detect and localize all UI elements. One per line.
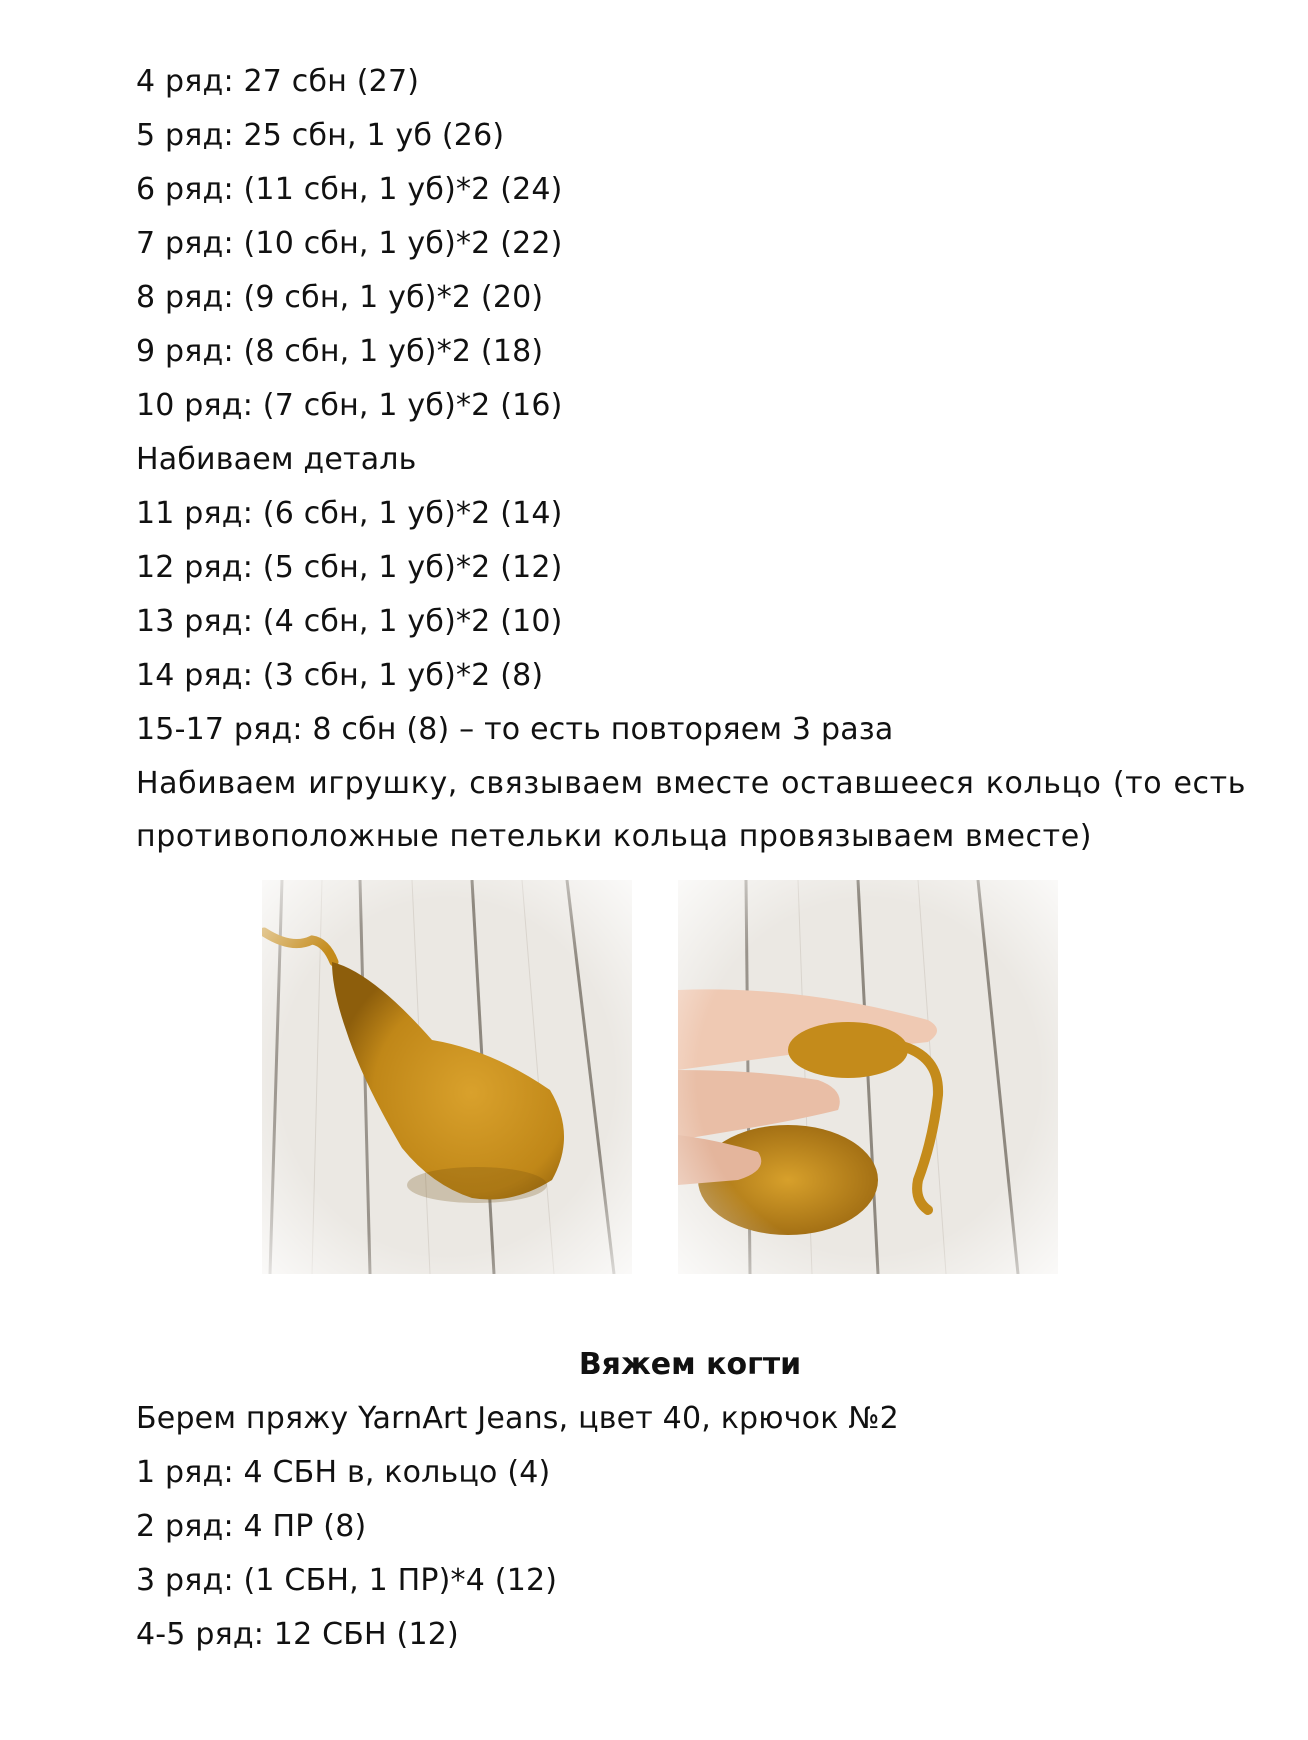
photo-hand-closing xyxy=(678,880,1058,1274)
row-9: 9 ряд: (8 сбн, 1 уб)*2 (18) xyxy=(136,334,544,369)
photo-stuffed-piece-drawing xyxy=(262,880,632,1274)
row-4: 4 ряд: 27 сбн (27) xyxy=(136,64,420,99)
claws-yarn-note: Берем пряжу YarnArt Jeans, цвет 40, крючок №2 xyxy=(136,1401,899,1436)
row-12: 12 ряд: (5 сбн, 1 уб)*2 (12) xyxy=(136,550,563,585)
claws-heading: Вяжем когти xyxy=(578,1347,802,1382)
finish-paragraph: Набиваем игрушку, связываем вместе оставшееся кольцо (то есть противоположные петельки кольца провязываем вместе) xyxy=(136,766,1246,854)
row-15-17: 15-17 ряд: 8 сбн (8) – то есть повторяем 3 раза xyxy=(136,712,894,747)
row-10: 10 ряд: (7 сбн, 1 уб)*2 (16) xyxy=(136,388,563,423)
row-14: 14 ряд: (3 сбн, 1 уб)*2 (8) xyxy=(136,658,544,693)
row-6: 6 ряд: (11 сбн, 1 уб)*2 (24) xyxy=(136,172,563,207)
row-8: 8 ряд: (9 сбн, 1 уб)*2 (20) xyxy=(136,280,544,315)
row-5: 5 ряд: 25 сбн, 1 уб (26) xyxy=(136,118,505,153)
claws-row-3: 3 ряд: (1 СБН, 1 ПР)*4 (12) xyxy=(136,1563,558,1598)
claws-row-4-5: 4-5 ряд: 12 СБН (12) xyxy=(136,1617,459,1652)
claws-row-2: 2 ряд: 4 ПР (8) xyxy=(136,1509,367,1544)
row-11: 11 ряд: (6 сбн, 1 уб)*2 (14) xyxy=(136,496,563,531)
photo-stuffed-piece xyxy=(262,880,632,1274)
row-7: 7 ряд: (10 сбн, 1 уб)*2 (22) xyxy=(136,226,563,261)
stuff-part-note: Набиваем деталь xyxy=(136,442,417,477)
claws-row-1: 1 ряд: 4 СБН в, кольцо (4) xyxy=(136,1455,551,1490)
photo-hand-closing-drawing xyxy=(678,880,1058,1274)
row-13: 13 ряд: (4 сбн, 1 уб)*2 (10) xyxy=(136,604,563,639)
